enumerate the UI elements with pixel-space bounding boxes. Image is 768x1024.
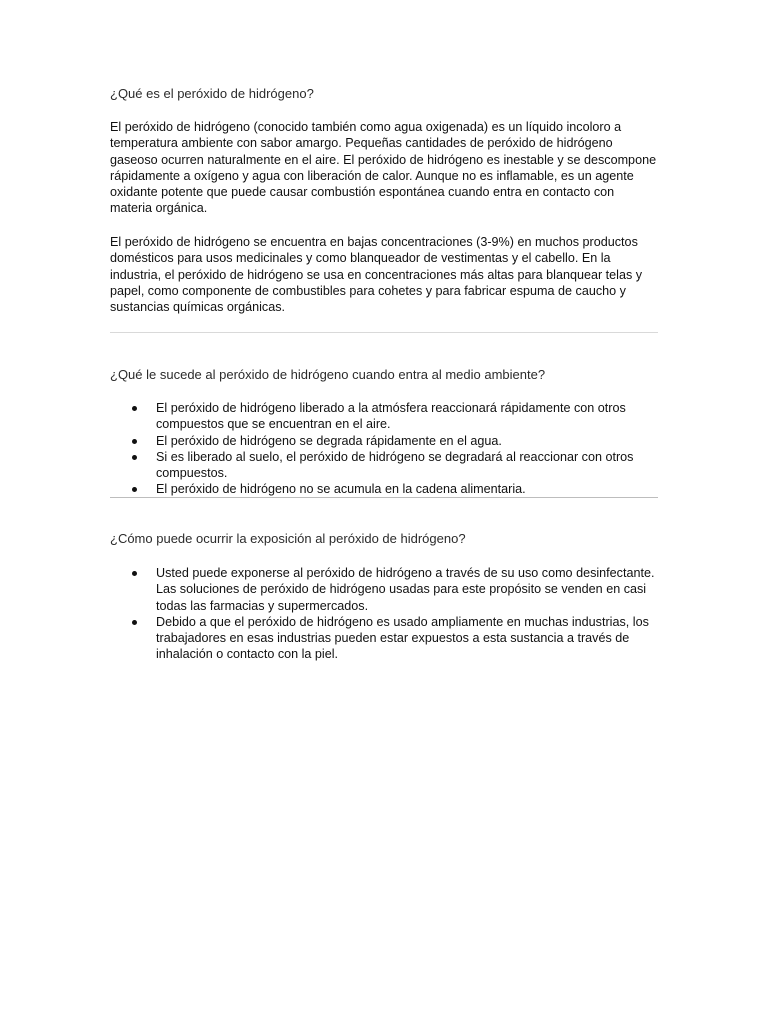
section-divider	[110, 497, 658, 498]
paragraph-description: El peróxido de hidrógeno (conocido también como agua oxigenada) es un líquido incoloro a temperatura ambiente con sabor amargo. Pequeñas cantidades de peróxido de hidrógeno gaseoso ocurren naturalmente en el aire. El peróxido de hidrógeno es inestable y se descompone rápidamente a oxígeno y agua con liberación de calor. Aunque no es inflamable, es un agente oxidante potente que puede causar combustión espontánea cuando entra en contacto con materia orgánica.	[110, 120, 657, 216]
section-heading-exposure: ¿Cómo puede ocurrir la exposición al peróxido de hidrógeno?	[110, 531, 466, 546]
exposure-list	[110, 565, 658, 663]
list-item-text: Usted puede exponerse al peróxido de hidrógeno a través de su uso como desinfectante. Las soluciones de peróxido de hidrógeno usadas para este propósito se venden en casi todas las farmacias y supermercados.	[156, 566, 655, 613]
list-item	[110, 565, 658, 614]
list-item-text: El peróxido de hidrógeno liberado a la atmósfera reaccionará rápidamente con otros compuestos que se encuentran en el aire.	[156, 401, 626, 432]
bullet-icon	[132, 455, 137, 460]
bullet-icon	[132, 487, 137, 492]
list-item-text: El peróxido de hidrógeno no se acumula en la cadena alimentaria.	[156, 482, 526, 497]
list-item	[110, 481, 658, 497]
bullet-icon	[132, 439, 137, 444]
list-item-text: Si es liberado al suelo, el peróxido de hidrógeno se degradará al reaccionar con otros compuestos.	[156, 449, 634, 481]
list-item	[110, 400, 658, 433]
bullet-icon	[132, 406, 137, 411]
list-item-text: El peróxido de hidrógeno se degrada rápidamente en el agua.	[156, 433, 502, 448]
list-item-text: Debido a que el peróxido de hidrógeno es usado ampliamente en muchas industrias, los trabajadores en esas industrias pueden estar expuestos a esta sustancia a través de inhalación o contacto con la piel.	[156, 614, 649, 662]
environment-list	[110, 400, 658, 498]
section-heading-what-is: ¿Qué es el peróxido de hidrógeno?	[110, 86, 314, 101]
section-heading-environment: ¿Qué le sucede al peróxido de hidrógeno cuando entra al medio ambiente?	[110, 367, 546, 382]
section-divider	[110, 332, 658, 333]
list-item	[110, 433, 658, 449]
list-item	[110, 614, 658, 663]
list-item	[110, 449, 658, 482]
bullet-icon	[132, 620, 137, 625]
bullet-icon	[132, 571, 137, 576]
paragraph-uses: El peróxido de hidrógeno se encuentra en bajas concentraciones (3-9%) en muchos productos domésticos para usos medicinales y como blanqueador de vestimentas y el cabello. En la industria, el peróxido de hidrógeno se usa en concentraciones más altas para blanquear telas y papel, como componente de combustibles para cohetes y para fabricar espuma de caucho y sustancias químicas orgánicas.	[110, 235, 643, 315]
